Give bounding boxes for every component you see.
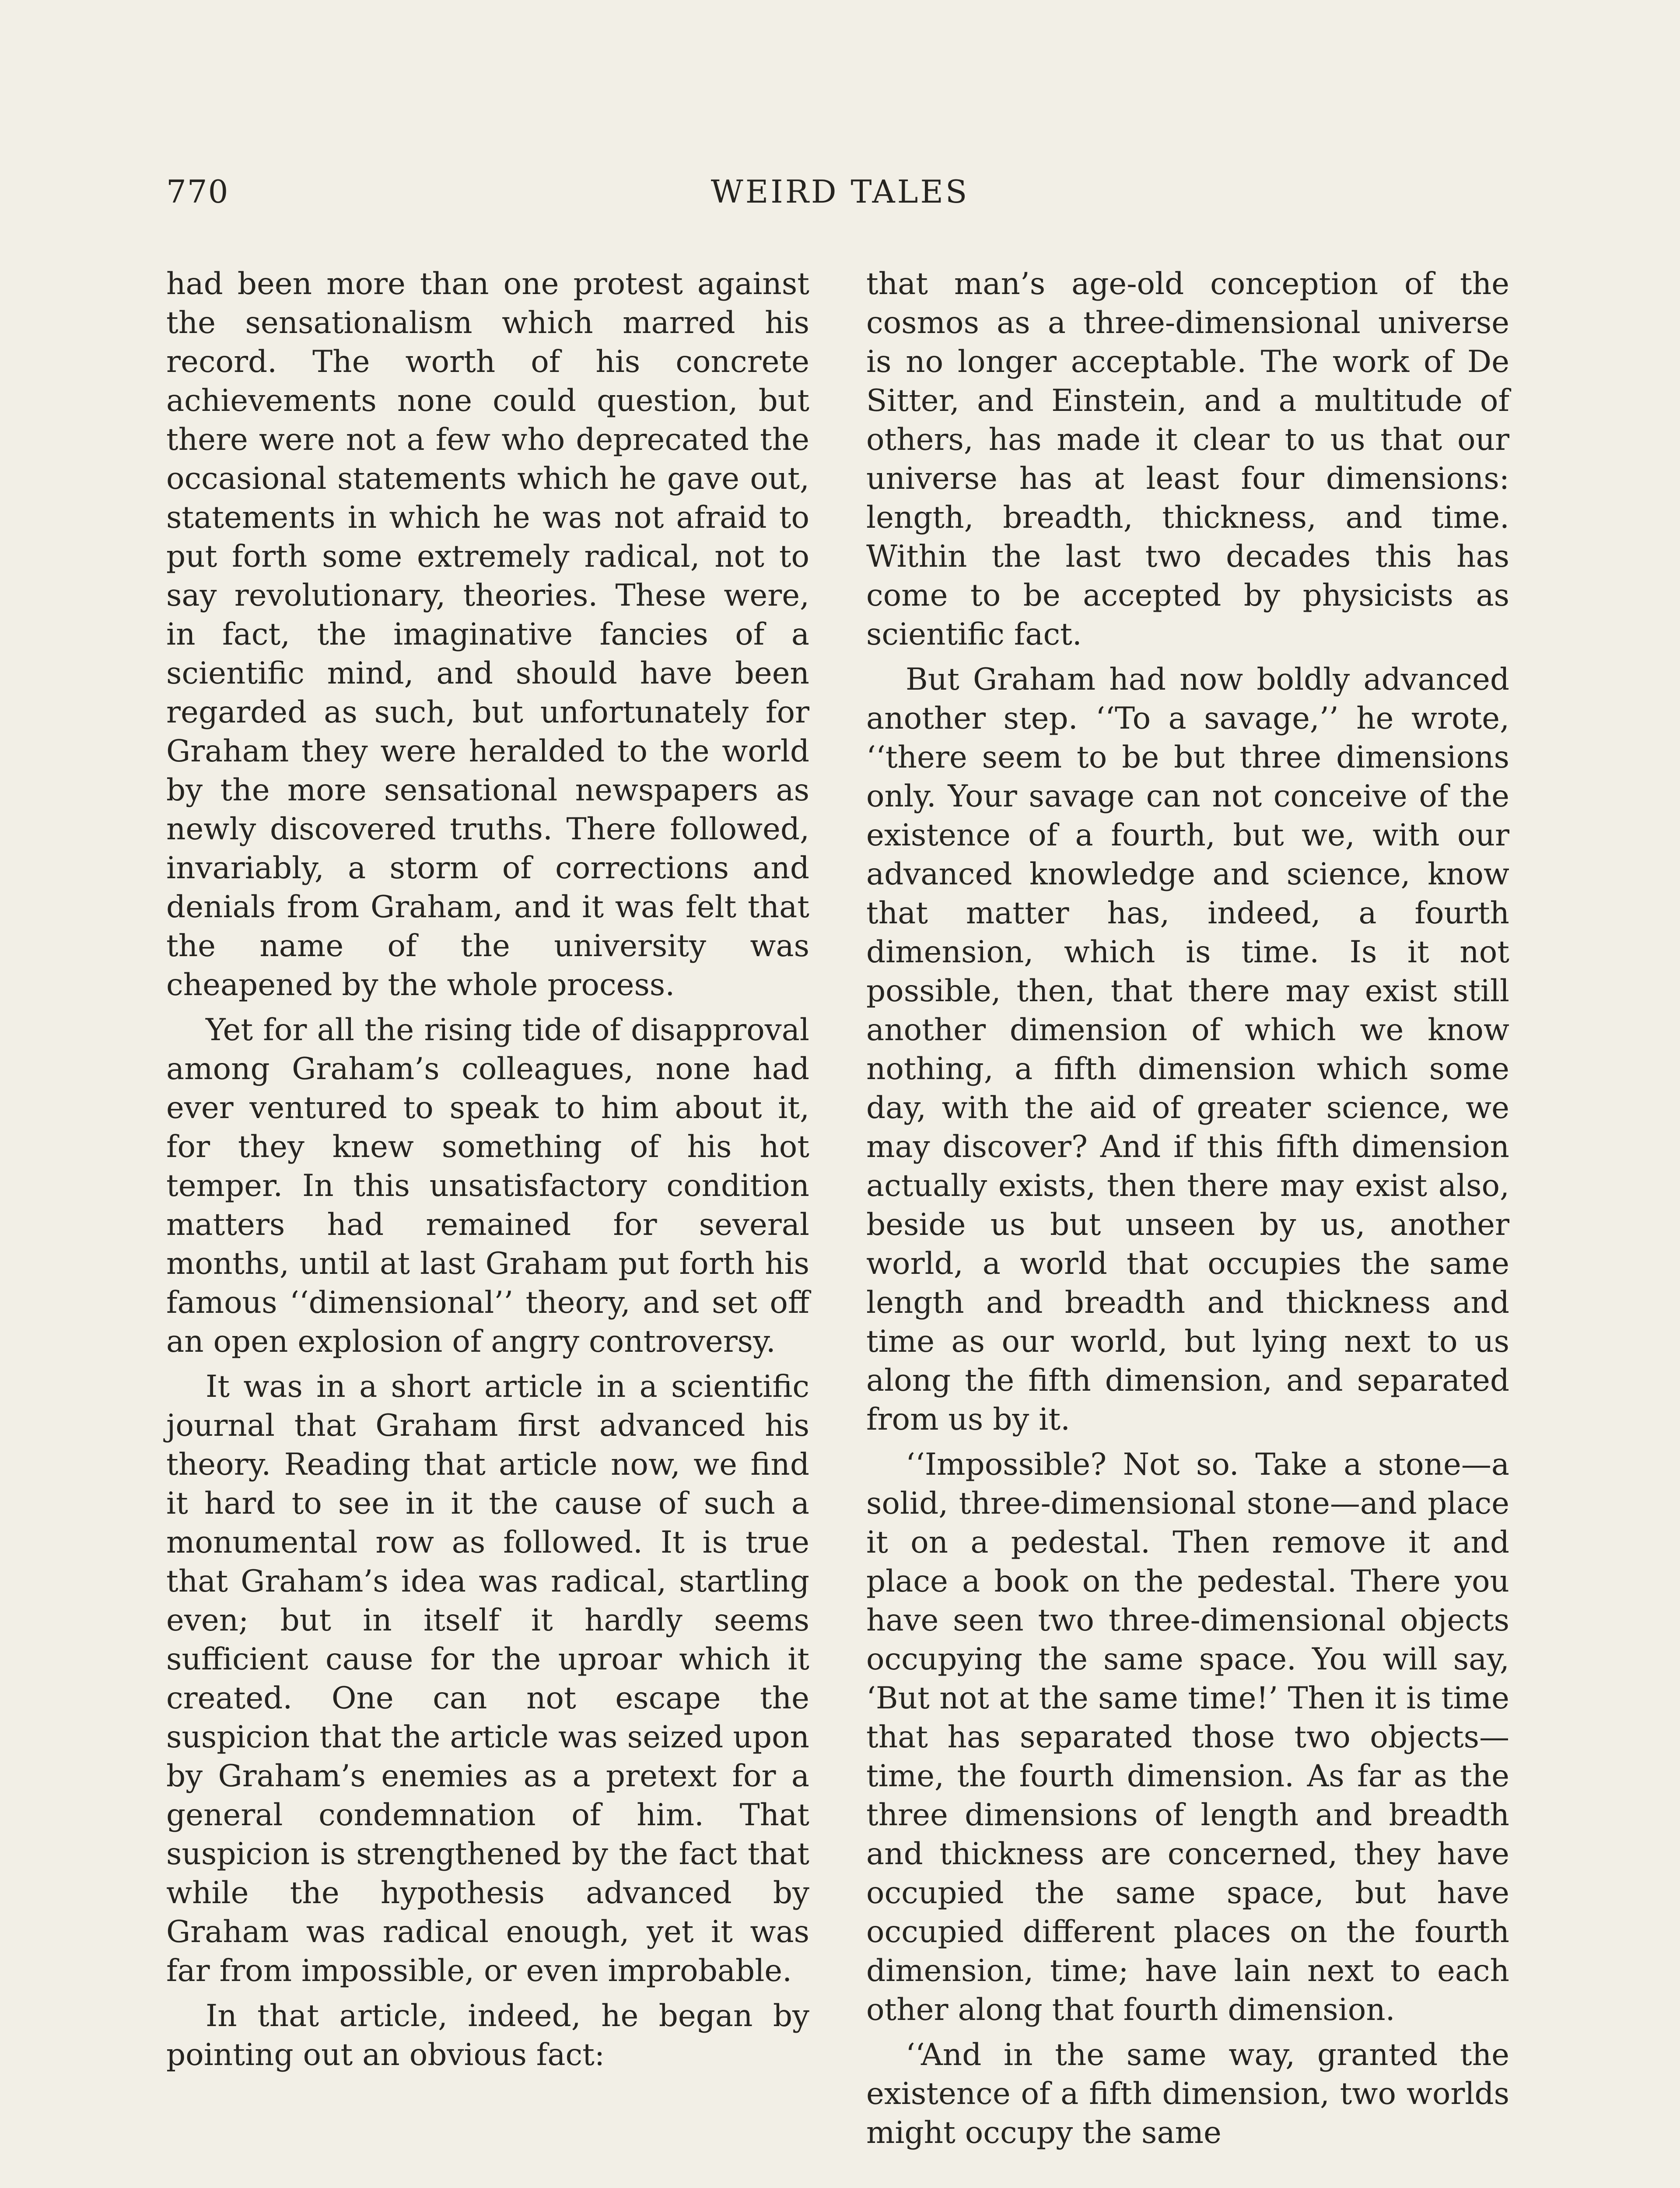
paragraph: that man’s age-old conception of the cosmos as a three-dimensional universe is no longer acceptable. The work of De Sitter, and Einstein, and a multitude of others, has made it clear to us that our universe has at least four dimensions: length, breadth, thickness, and time. Within the last two decades this has come to be accepted by physicists as scientific fact. [866,266,1509,652]
left-column [166,265,809,2081]
paragraph: It was in a short article in a scientific journal that Graham first advanced his theory. Reading that article now, we find it hard to see in it the cause of such a monumental row as followed. It is true that Graham’s idea was radical, startling even; but in itself it hardly seems sufficient cause for the uproar which it created. One can not escape the suspicion that the article was seized upon by Graham’s enemies as a pretext for a general condemnation of him. That suspicion is strengthened by the fact that while the hypothesis advanced by Graham was radical enough, yet it was far from impossible, or even improbable. [166,1369,809,1988]
paragraph: ‘‘Impossible? Not so. Take a stone—a solid, three-dimensional stone—and place it on a pedestal. Then remove it and place a book on the pedestal. There you have seen two three-dimensional objects occupying the same space. You will say, ‘But not at the same time!’ Then it is time that has separated those two objects—time, the fourth dimension. As far as the three dimensions of length and breadth and thickness are concerned, they have occupied the same space, but have occupied different places on the fourth dimension, time; have lain next to each other along that fourth dimension. [866,1447,1509,2027]
paragraph: Yet for all the rising tide of disapproval among Graham’s colleagues, none had ever ventured to speak to him about it, for they knew something of his hot temper. In this unsatisfactory condition matters had remained for several months, until at last Graham put forth his famous ‘‘dimensional’’ theory, and set off an open explosion of angry controversy. [166,1013,809,1359]
page-number: 770 [166,173,229,210]
paragraph: ‘‘And in the same way, granted the existence of a fifth dimension, two worlds might occupy the same [866,2037,1509,2150]
running-title: WEIRD TALES [710,173,970,210]
paragraph: In that article, indeed, he began by pointing out an obvious fact: [166,1999,809,2072]
paragraph: But Graham had now boldly advanced another step. ‘‘To a savage,’’ he wrote, ‘‘there seem to be but three dimensions only. Your savage can not conceive of the existence of a fourth, but we, with our advanced knowledge and science, know that matter has, indeed, a fourth dimension, which is time. Is it not possible, then, that there may exist still another dimension of which we know nothing, a fifth dimension which some day, with the aid of greater science, we may discover? And if this fifth dimension actually exists, then there may exist also, beside us but unseen by us, another world, a world that occupies the same length and breadth and thickness and time as our world, but lying next to us along the fifth dimension, and separated from us by it. [866,662,1509,1437]
right-column [866,265,1509,2159]
paragraph: had been more than one protest against the sensationalism which marred his record. The worth of his concrete achievements none could question, but there were not a few who deprecated the occasional statements which he gave out, statements in which he was not afraid to put forth some extremely radical, not to say revolutionary, theories. These were, in fact, the imaginative fancies of a scientific mind, and should have been regarded as such, but unfortunately for Graham they were heralded to the world by the more sensational newspapers as newly discovered truths. There followed, invariably, a storm of corrections and denials from Graham, and it was felt that the name of the university was cheapened by the whole process. [166,266,809,1003]
page-header [166,170,1514,214]
